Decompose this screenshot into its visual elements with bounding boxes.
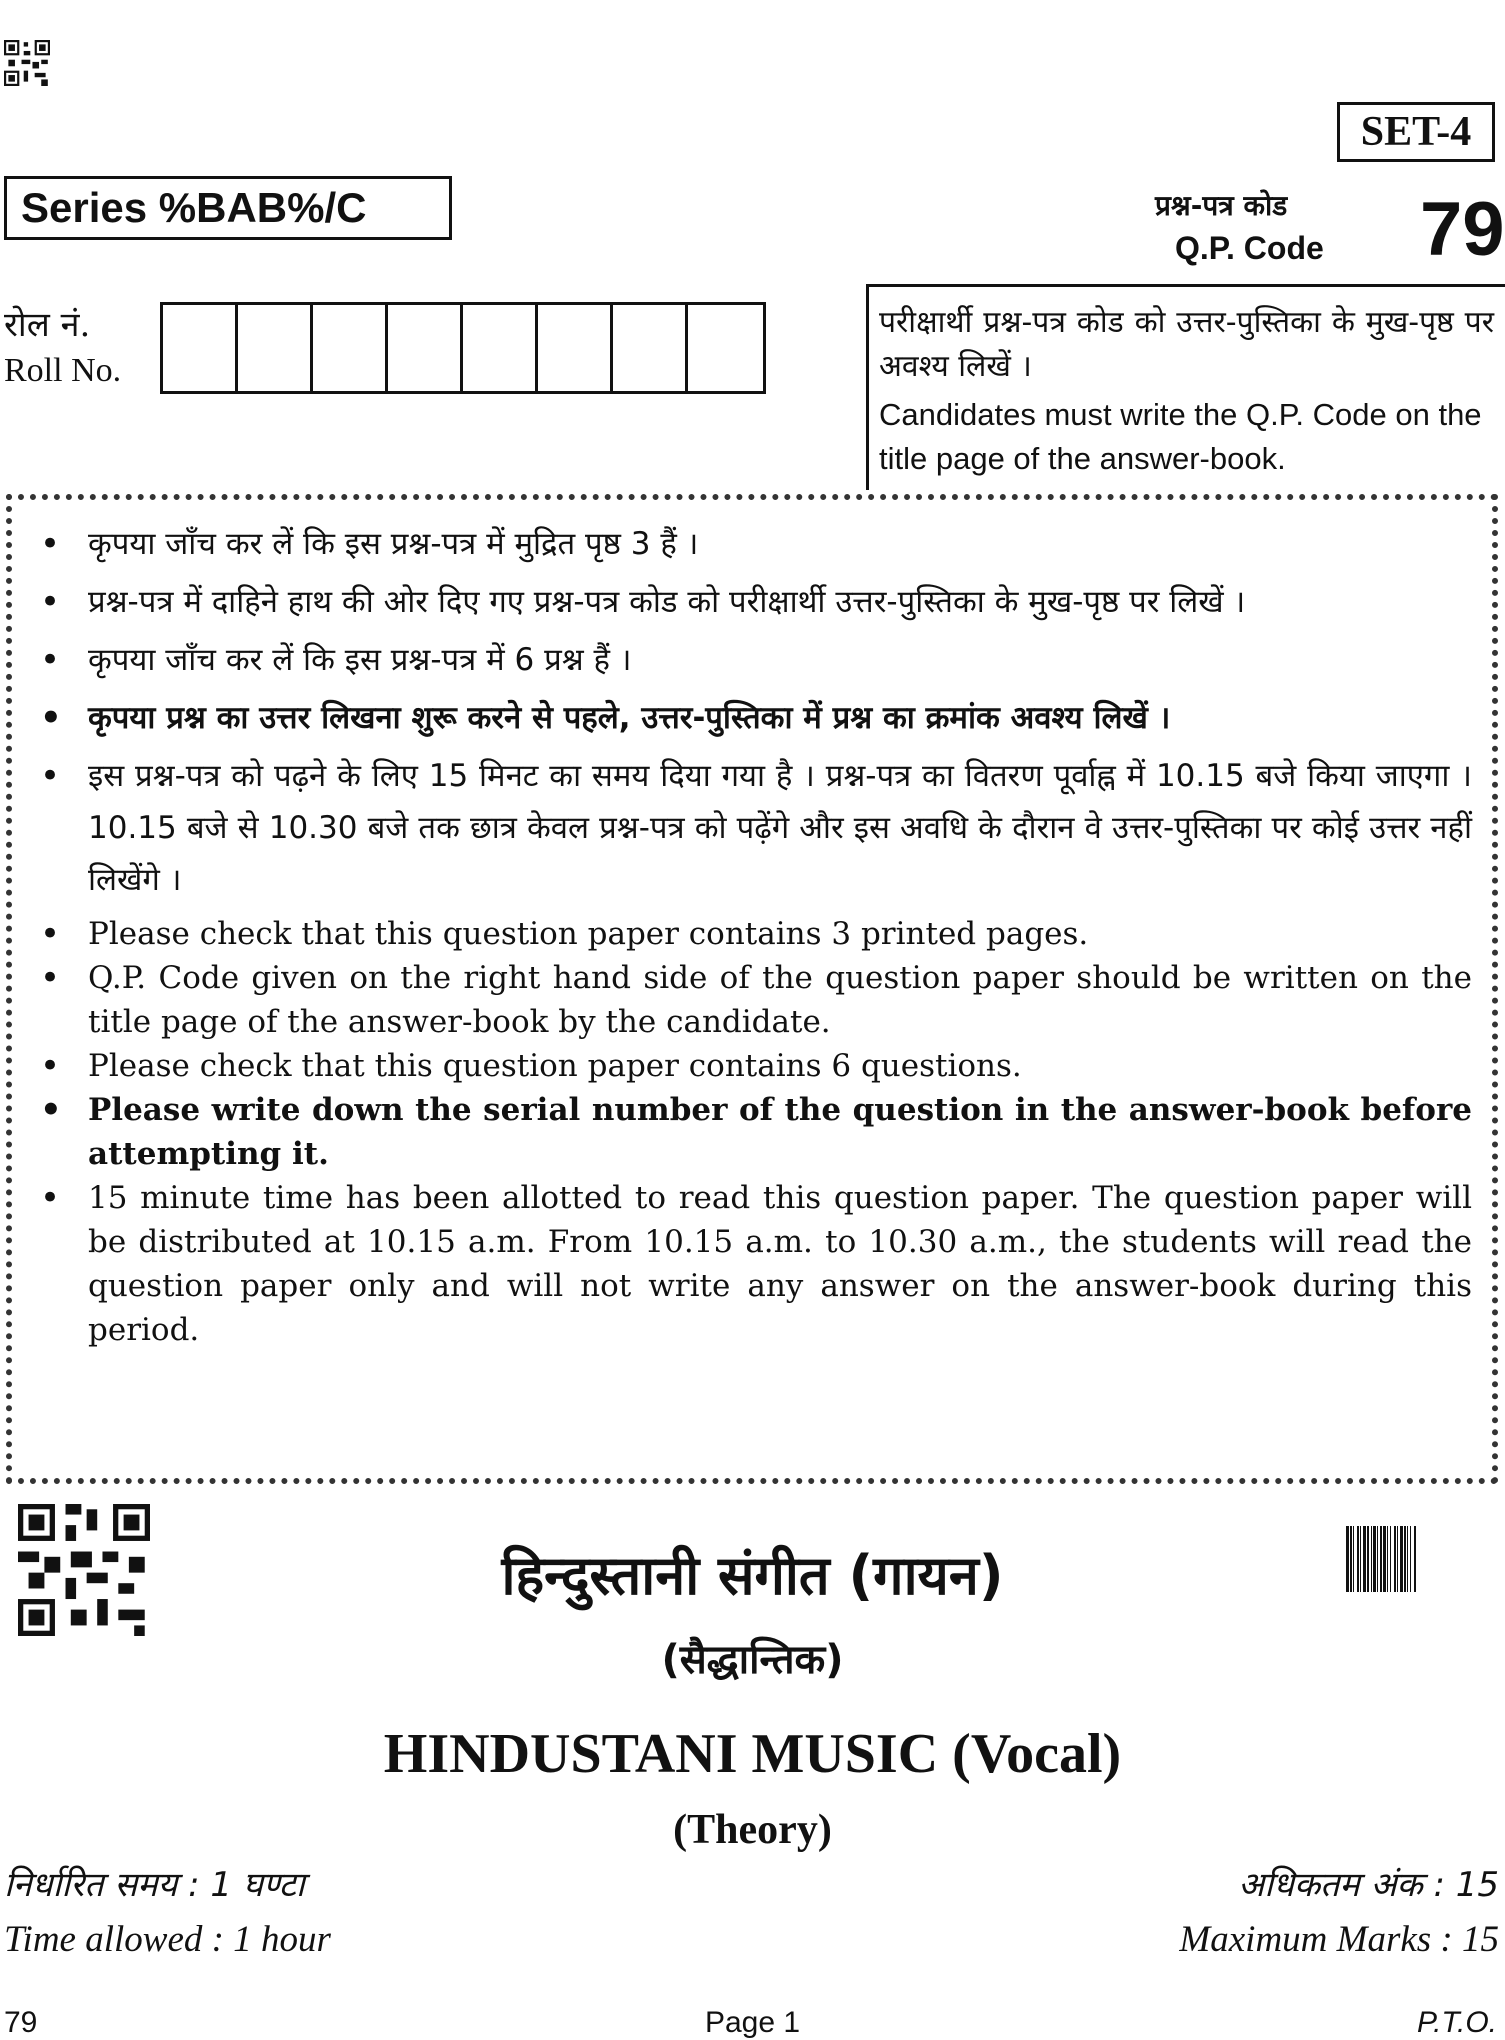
roll-number-cell[interactable] xyxy=(388,305,463,391)
series-label: Series %BAB%/C xyxy=(4,176,452,240)
instruction-item: • 15 minute time has been allotted to read this question paper. The question paper will be distributed at 10.15 a.m. From 10.15 a.m. to 10.30 a.m., the students will read the question paper only and will not write any answer on the answer-book during this period. xyxy=(36,1176,1472,1352)
roll-label-english: Roll No. xyxy=(4,352,122,389)
qp-code-number: 79 xyxy=(1420,187,1505,272)
roll-number-cell[interactable] xyxy=(463,305,538,391)
subject-title-hindi: हिन्दुस्तानी संगीत (गायन) xyxy=(501,1544,1004,1607)
roll-number-cell[interactable] xyxy=(313,305,388,391)
qr-code-small xyxy=(4,40,50,86)
roll-number-boxes[interactable] xyxy=(160,302,766,394)
footer-code: 79 xyxy=(4,2006,38,2039)
max-marks-english: Maximum Marks : 15 xyxy=(1179,1919,1499,1960)
subject-subtitle-hindi: (सैद्धान्तिक) xyxy=(661,1637,844,1683)
instructions-list xyxy=(36,518,1472,1352)
time-allowed-hindi: निर्धारित समय : 1 घण्टा xyxy=(4,1865,305,1905)
roll-number-cell[interactable] xyxy=(538,305,613,391)
subject-subtitle-english: (Theory) xyxy=(673,1807,832,1853)
roll-label-hindi: रोल नं. xyxy=(4,305,91,345)
instruction-item: • Q.P. Code given on the right hand side of the question paper should be written on the title page of the answer-book by the candidate. xyxy=(36,956,1472,1044)
instruction-item: • Please write down the serial number of the question in the answer-book before attempting it. xyxy=(36,1088,1472,1176)
instruction-item: • कृपया जाँच कर लें कि इस प्रश्न-पत्र में मुद्रित पृष्ठ 3 हैं । xyxy=(36,518,1472,570)
instruction-item: • कृपया प्रश्न का उत्तर लिखना शुरू करने से पहले, उत्तर-पुस्तिका में प्रश्न का क्रमांक अवश्य लिखें । xyxy=(36,692,1472,744)
roll-number-cell[interactable] xyxy=(688,305,763,391)
footer-pto: P.T.O. xyxy=(1416,2006,1497,2039)
qp-code-label-hindi: प्रश्न-पत्र कोड xyxy=(1155,189,1288,222)
roll-number-cell[interactable] xyxy=(613,305,688,391)
roll-number-cell[interactable] xyxy=(163,305,238,391)
qp-code-label-english: Q.P. Code xyxy=(1175,230,1324,266)
time-allowed-english: Time allowed : 1 hour xyxy=(4,1919,331,1960)
instruction-item: • प्रश्न-पत्र में दाहिने हाथ की ओर दिए गए प्रश्न-पत्र कोड को परीक्षार्थी उत्तर-पुस्तिका के मुख-पृष्ठ पर लिखें । xyxy=(36,576,1472,628)
candidate-note-hindi: परीक्षार्थी प्रश्न-पत्र कोड को उत्तर-पुस्तिका के मुख-पृष्ठ पर अवश्य लिखें । xyxy=(879,305,1494,384)
max-marks-hindi: अधिकतम अंक : 15 xyxy=(1238,1865,1499,1905)
instruction-item: • Please check that this question paper contains 6 questions. xyxy=(36,1044,1472,1088)
subject-title-english: HINDUSTANI MUSIC (Vocal) xyxy=(383,1723,1122,1785)
set-label: SET-4 xyxy=(1337,102,1495,162)
candidate-note xyxy=(866,284,1505,490)
instruction-item: • कृपया जाँच कर लें कि इस प्रश्न-पत्र में 6 प्रश्न हैं । xyxy=(36,634,1472,686)
instruction-item: • इस प्रश्न-पत्र को पढ़ने के लिए 15 मिनट का समय दिया गया है । प्रश्न-पत्र का वितरण पूर्वाह्न में 10.15 बजे किया जाएगा । 10.15 बजे से 10.30 बजे तक छात्र केवल प्रश्न-पत्र को पढ़ेंगे और इस अवधि के दौरान वे उत्तर-पुस्तिका पर कोई उत्तर नहीं लिखेंगे । xyxy=(36,750,1472,906)
instruction-item: • Please check that this question paper contains 3 printed pages. xyxy=(36,912,1472,956)
roll-number-cell[interactable] xyxy=(238,305,313,391)
footer-page-number: Page 1 xyxy=(704,2006,801,2039)
candidate-note-english: Candidates must write the Q.P. Code on the title page of the answer-book. xyxy=(879,397,1482,476)
